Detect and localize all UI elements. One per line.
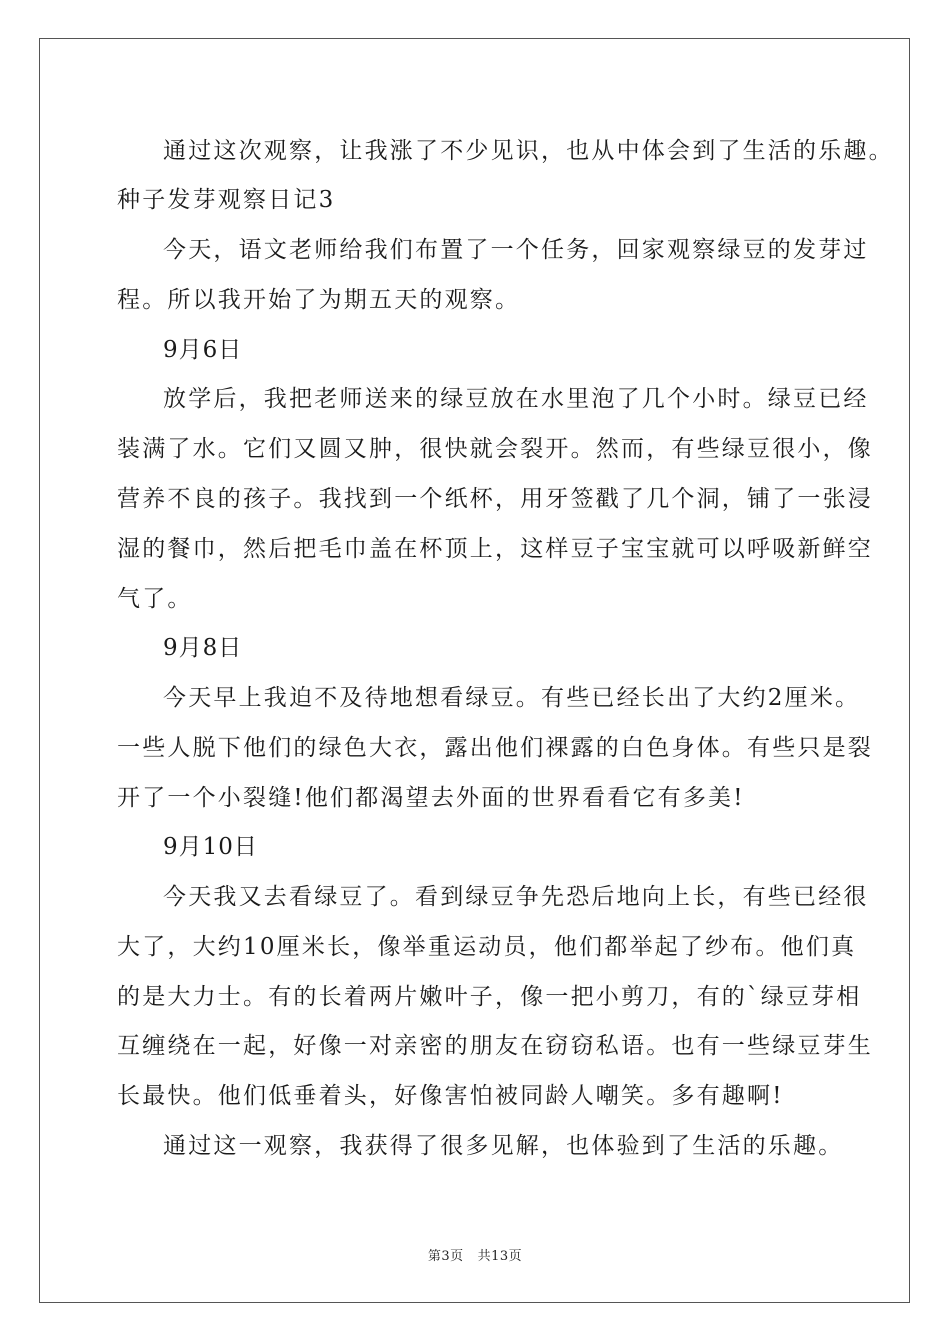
page-footer bbox=[0, 1248, 950, 1266]
section-title: 种子发芽观察日记3 bbox=[117, 187, 336, 213]
paragraph-line: 互缠绕在一起，好像一对亲密的朋友在窃窃私语。也有一些绿豆芽生 bbox=[117, 1033, 873, 1059]
paragraph-line: 今天早上我迫不及待地想看绿豆。有些已经长出了大约2厘米。 bbox=[163, 685, 861, 711]
paragraph-line: 开了一个小裂缝!他们都渴望去外面的世界看看它有多美! bbox=[117, 785, 745, 811]
paragraph-line: 的是大力士。有的长着两片嫩叶子，像一把小剪刀，有的`绿豆芽相 bbox=[117, 984, 862, 1010]
paragraph-line: 装满了水。它们又圆又肿，很快就会裂开。然而，有些绿豆很小，像 bbox=[117, 436, 873, 462]
paragraph-line: 今天，语文老师给我们布置了一个任务，回家观察绿豆的发芽过 bbox=[163, 237, 869, 263]
page-number: 第3页 bbox=[427, 1249, 464, 1264]
paragraph-line: 通过这一观察，我获得了很多见解，也体验到了生活的乐趣。 bbox=[163, 1133, 844, 1159]
date-heading: 9月8日 bbox=[163, 635, 243, 661]
paragraph-line: 大了，大约10厘米长，像举重运动员，他们都举起了纱布。他们真 bbox=[117, 934, 857, 960]
paragraph-line: 程。所以我开始了为期五天的观察。 bbox=[117, 287, 521, 313]
paragraph-line: 通过这次观察，让我涨了不少见识，也从中体会到了生活的乐趣。 bbox=[163, 138, 894, 164]
date-heading: 9月6日 bbox=[163, 337, 243, 363]
paragraph-line: 放学后，我把老师送来的绿豆放在水里泡了几个小时。绿豆已经 bbox=[163, 386, 869, 412]
date-heading: 9月10日 bbox=[163, 834, 258, 860]
paragraph-line: 今天我又去看绿豆了。看到绿豆争先恐后地向上长，有些已经很 bbox=[163, 884, 869, 910]
paragraph-line: 营养不良的孩子。我找到一个纸杯，用牙签戳了几个洞，铺了一张浸 bbox=[117, 486, 873, 512]
page-border bbox=[39, 38, 910, 1303]
paragraph-line: 气了。 bbox=[117, 586, 193, 612]
paragraph-line: 湿的餐巾，然后把毛巾盖在杯顶上，这样豆子宝宝就可以呼吸新鲜空 bbox=[117, 536, 873, 562]
paragraph-line: 一些人脱下他们的绿色大衣，露出他们裸露的白色身体。有些只是裂 bbox=[117, 735, 873, 761]
page-total: 共13页 bbox=[477, 1249, 523, 1264]
paragraph-line: 长最快。他们低垂着头，好像害怕被同龄人嘲笑。多有趣啊! bbox=[117, 1083, 784, 1109]
